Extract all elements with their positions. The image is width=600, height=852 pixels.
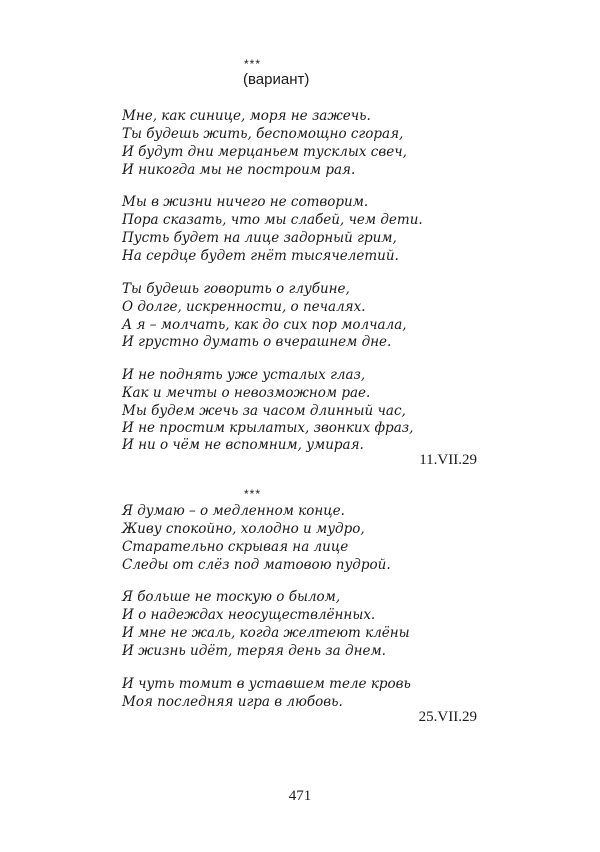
poem-line: Пора сказать, что мы слабей, чем дети.: [122, 212, 423, 228]
poem-line: Живу спокойно, холодно и мудро,: [122, 521, 365, 537]
poem-line: На сердце будет гнёт тысячелетий.: [122, 248, 399, 264]
poem-line: Как и мечты о невозможном рае.: [122, 385, 371, 401]
poem1-subtitle: (вариант): [243, 71, 310, 88]
poem1-section-marker: ***: [244, 57, 262, 71]
poem-line: Я больше не тоскую о былом,: [122, 589, 341, 605]
poem-line: И будут дни мерцаньем тусклых свеч,: [122, 144, 407, 160]
poem-line: И не поднять уже усталых глаз,: [122, 367, 366, 383]
poem1-date: 11.VII.29: [419, 452, 477, 468]
poem-line: И мне не жаль, когда желтеют клёны: [122, 625, 410, 641]
poem-line: О долге, искренности, о печалях.: [122, 299, 366, 315]
poem2-date: 25.VII.29: [418, 709, 477, 725]
poem-line: Ты будешь говорить о глубине,: [122, 281, 350, 297]
poem-line: И чуть томит в уставшем теле кровь: [122, 676, 411, 692]
poem-line: И никогда мы не построим рая.: [122, 162, 356, 178]
poem2-section-marker: ***: [244, 487, 262, 501]
poem-line: Мы будем жечь за часом длинный час,: [122, 403, 406, 419]
poem-line: Мне, как синице, моря не зажечь.: [122, 108, 371, 124]
poem-line: Следы от слёз под матовою пудрой.: [122, 557, 391, 573]
poem-line: И жизнь идёт, теряя день за днем.: [122, 643, 386, 659]
poem-line: И о надеждах неосуществлённых.: [122, 607, 376, 623]
poem-line: Мы в жизни ничего не сотворим.: [122, 194, 369, 210]
poem-line: И грустно думать о вчерашнем дне.: [122, 334, 392, 350]
poem-line: Я думаю – о медленном конце.: [122, 503, 345, 519]
poem-line: Ты будешь жить, беспомощно сгорая,: [122, 126, 404, 142]
poem-line: А я – молчать, как до сих пор молчала,: [122, 317, 407, 333]
poem-line: И не простим крылатых, звонких фраз,: [122, 420, 414, 436]
poem-line: Моя последняя игра в любовь.: [122, 694, 343, 710]
page-number: 471: [288, 788, 312, 804]
poem-line: И ни о чём не вспомним, умирая.: [122, 437, 364, 453]
poem-line: Старательно скрывая на лице: [122, 539, 349, 555]
poem-line: Пусть будет на лице задорный грим,: [122, 230, 397, 246]
